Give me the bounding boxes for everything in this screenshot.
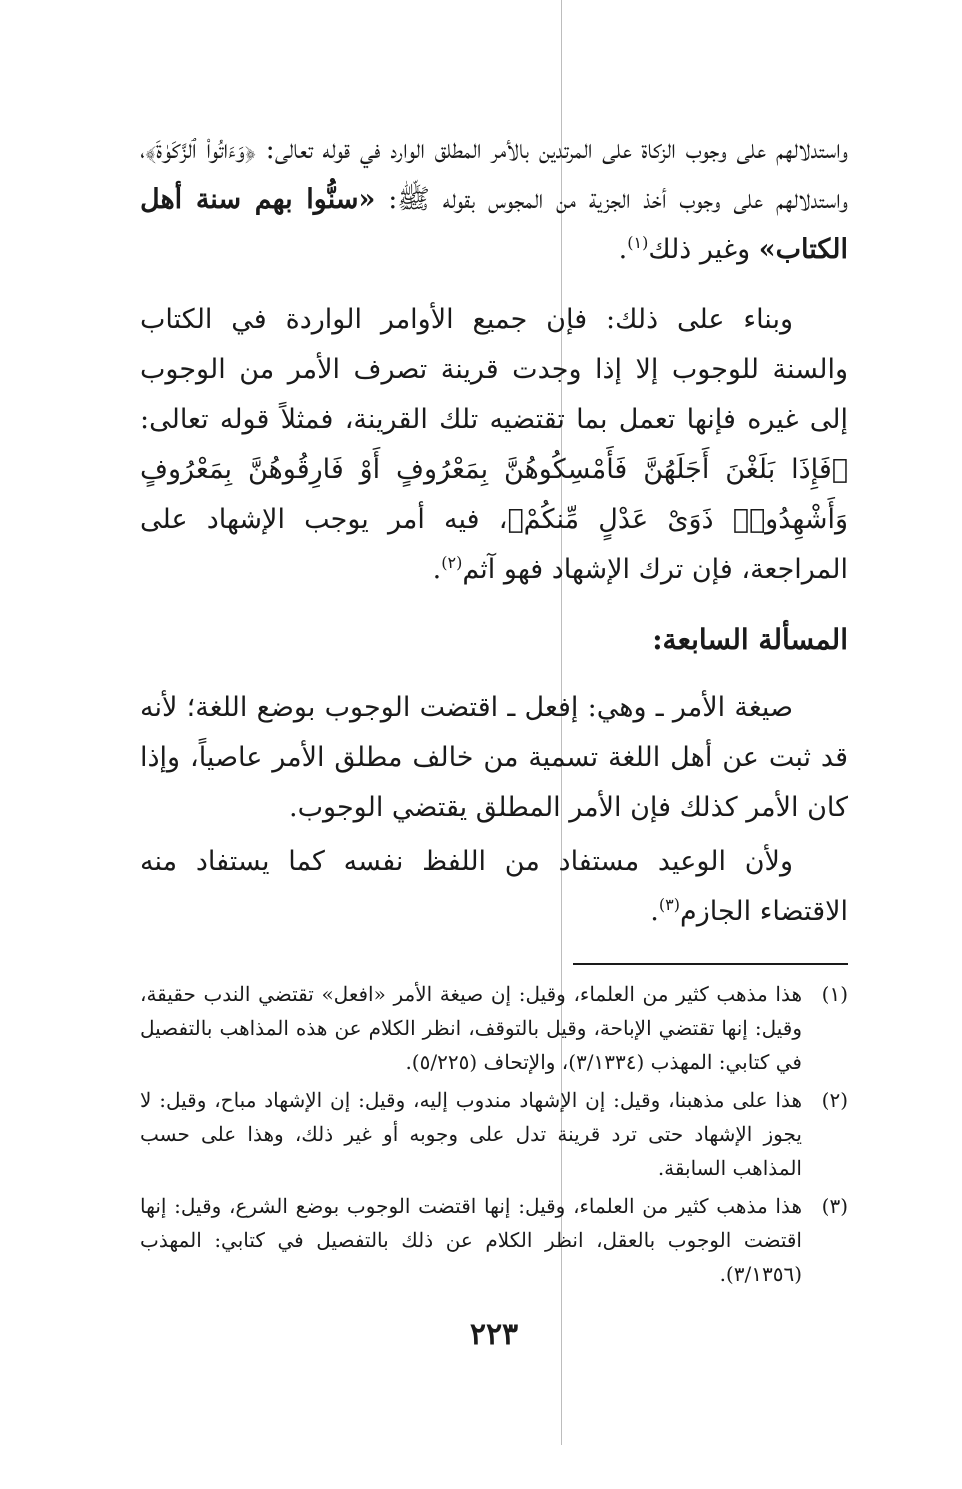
paragraph-4-end: . (650, 896, 659, 927)
footnote-3-number: (٣) (821, 1194, 848, 1218)
footnote-1-number: (١) (821, 982, 848, 1006)
footnote-2 (140, 1083, 848, 1185)
paragraph-4 (140, 837, 848, 937)
paragraph-4-text: ولأن الوعيد مستفاد من اللفظ نفسه كما يستفاد منه الاقتضاء الجازم (140, 846, 848, 927)
hadith-quote: «سنُّوا بهم سنة أهل الكتاب» (140, 184, 848, 265)
paragraph-2-text-a: وبناء على ذلك: فإن جميع الأوامر الواردة في الكتاب والسنة للوجوب إلا إذا وجدت قرينة تصرف الأمر من الوجوب إلى غيره فإنها تعمل بما تقتضيه تلك القرينة، فمثلاً قوله تعالى: (140, 304, 848, 435)
paragraph-2 (140, 295, 848, 595)
section-heading: المسألة السابعة: (652, 623, 848, 656)
paragraph-1-text-b: ، واستدلالهم على وجوب أخذ الجزية من المجوس بقوله ﷺ: (140, 134, 848, 215)
footnote-3 (140, 1189, 848, 1291)
footnote-1-text: هذا مذهب كثير من العلماء، وقيل: إن صيغة الأمر «افعل» تقتضي الندب حقيقة، وقيل: إنها تقتضي الإباحة، وقيل بالتوقف، انظر الكلام عن هذه المذاهب بالتفصيل في كتابي: المهذب (٣/١٣٣٤)، والإتحاف (٥/٢٢٥). (140, 982, 802, 1074)
paragraph-2-end: . (432, 554, 442, 585)
footnote-ref-3[interactable]: (٣) (658, 895, 680, 914)
paragraph-1-text-c: وغير ذلك (648, 234, 759, 265)
footnote-3-text: هذا مذهب كثير من العلماء، وقيل: إنها اقتضت الوجوب بوضع الشرع، وقيل: إنها اقتضت الوجوب بالعقل، انظر الكلام عن ذلك بالتفصيل في كتابي: المهذب (٣/١٣٥٦). (140, 1194, 802, 1286)
paragraph-1 (140, 125, 848, 275)
paragraph-2-text-b: ، فيه أمر يوجب الإشهاد على المراجعة، فإن ترك الإشهاد فهو آثم (140, 504, 848, 585)
paragraph-3-text: صيغة الأمر ـ وهي: إفعل ـ اقتضت الوجوب بوضع اللغة؛ لأنه قد ثبت عن أهل اللغة تسمية من خالف مطلق الأمر عاصياً، وإذا كان الأمر كذلك فإن الأمر المطلق يقتضي الوجوب. (140, 692, 848, 823)
footnote-2-number: (٢) (821, 1088, 848, 1112)
page-number: ٢٢٣ (469, 1317, 519, 1352)
footnote-2-text: هذا على مذهبنا، وقيل: إن الإشهاد مندوب إليه، وقيل: إن الإشهاد مباح، وقيل: لا يجوز الإشهاد حتى ترد قرينة تدل على وجوبه أو غير ذلك، وهذا على حسب المذاهب السابقة. (140, 1088, 802, 1180)
book-page (140, 125, 848, 1352)
paragraph-1-text-a: واستدلالهم على وجوب الزكاة على المرتدين بالأمر المطلق الوارد في قوله تعالى: (255, 134, 848, 165)
footnote-separator (573, 963, 848, 965)
paragraph-3 (140, 683, 848, 833)
footnote-ref-2[interactable]: (٢) (441, 553, 463, 572)
quran-quote-zakat: ﴿وَءَاتُوا۟ ٱلزَّكَوٰةَ﴾ (145, 134, 256, 165)
footnote-1 (140, 977, 848, 1079)
quran-quote-divorce: ﴿فَإِذَا بَلَغْنَ أَجَلَهُنَّ فَأَمْسِكُوهُنَّ بِمَعْرُوفٍ أَوْ فَارِقُوهُنَّ بِمَعْرُوفٍ وَأَشْهِدُوا۟ ذَوَىْ عَدْلٍ مِّنكُمْ﴾ (140, 454, 848, 535)
paragraph-1-end: . (618, 234, 628, 265)
footnote-ref-1[interactable]: (١) (627, 233, 649, 252)
